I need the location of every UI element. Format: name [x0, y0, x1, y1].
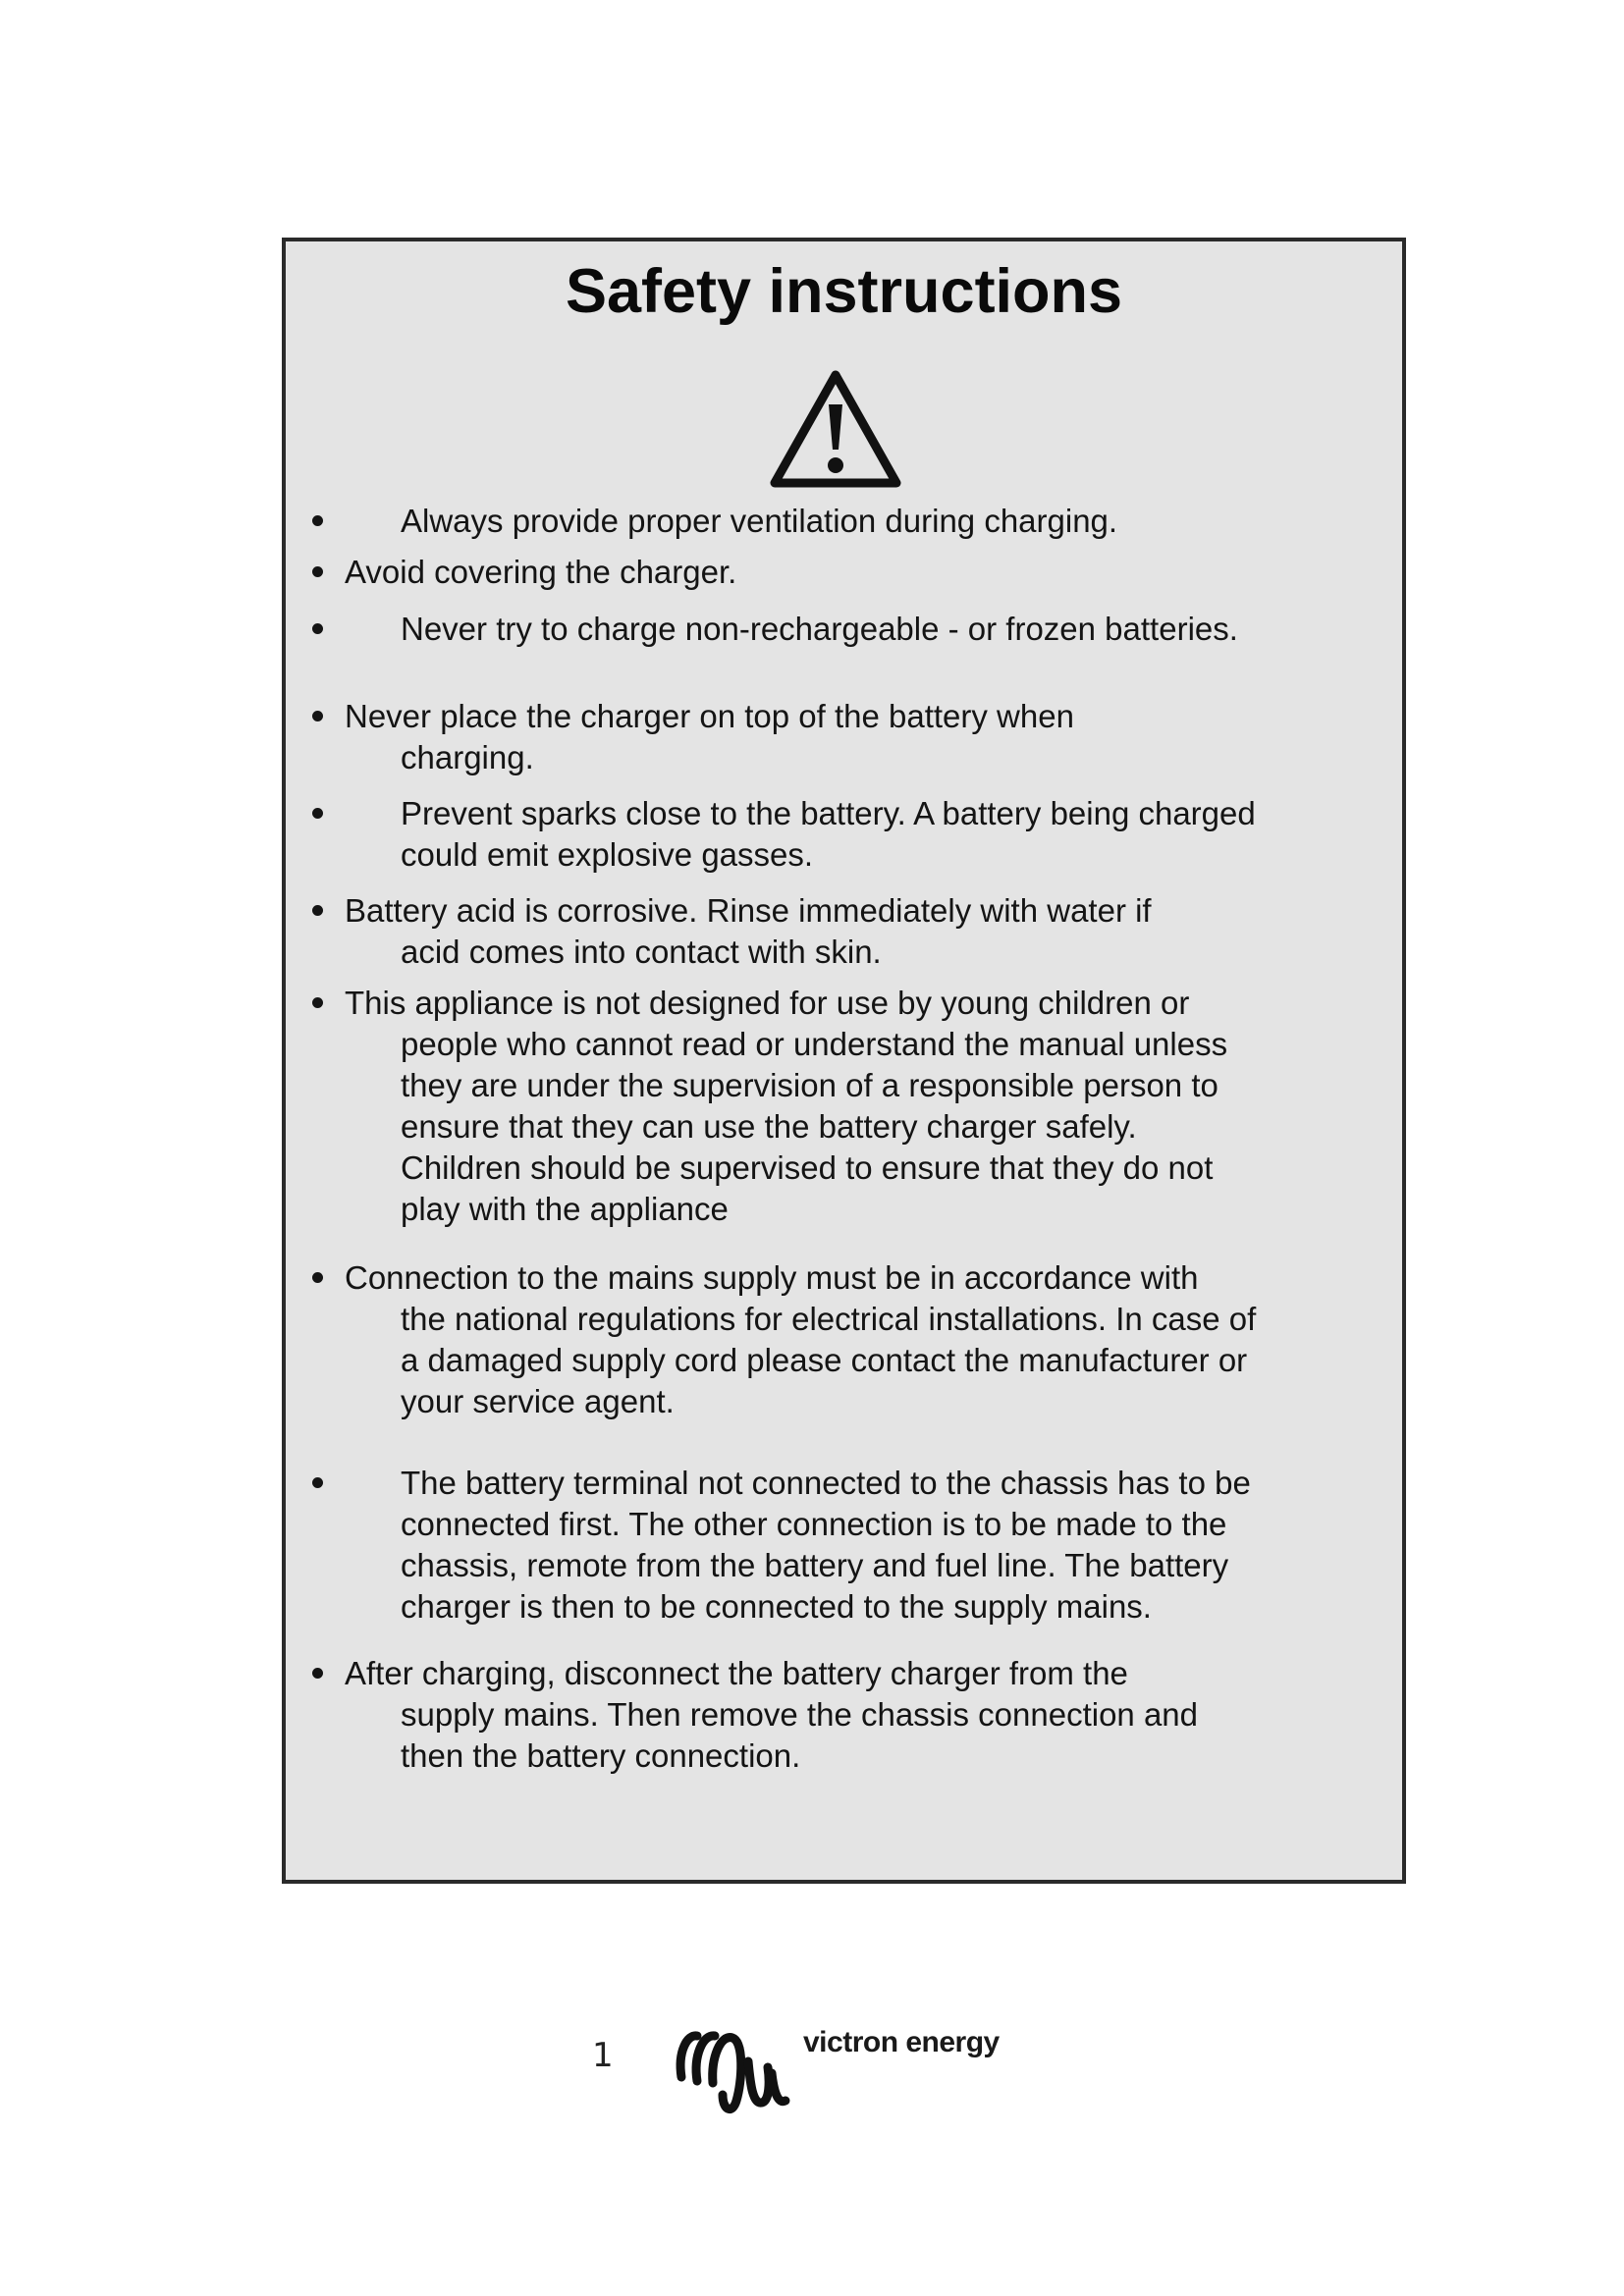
bullet-icon [312, 1272, 323, 1283]
bullet-icon [312, 905, 323, 916]
page-number: 1 [592, 2036, 614, 2075]
bullet-icon [312, 808, 323, 819]
victron-coil-logo-icon [668, 2022, 795, 2118]
bullet-icon [312, 711, 323, 721]
safety-list: Always provide proper ventilation during charging. Avoid covering the charger. Never try to charge non-rechargeable - or frozen batteries. Never place the charger on top of the battery when charging. Prevent sparks close to the battery. A battery being charged could emit explosive gasses. Battery acid is corrosive. Rinse immediately with water if acid comes into contact with skin. This appliance is not designed for use by young children or people who cannot read or understand the manual unless they are under the supervision of a responsible person to ensure that they can use the battery charger safely. Children should be supervised to ensure that they do not play with the appliance Connection to the mains supply must be in accordance with the national regulations for electrical installations. In case of a damaged supply cord please contact the manufacturer or your service agent. The battery terminal not connected to the chassis has to be connected first. The other connection is to be made to the chassis, remote from the battery and fuel line. The battery charger is then to be connected to the supply mains. After charging, disconnect the battery charger from the supply mains. Then remove the chassis connection and then the battery connection. [286, 241, 1402, 1880]
bullet-icon [312, 1668, 323, 1679]
bullet-icon [312, 566, 323, 577]
page-title: Safety instructions [565, 257, 1123, 326]
bullet-icon [312, 515, 323, 526]
bullet-icon [312, 1477, 323, 1488]
brand-wordmark: victron energy [803, 2026, 1000, 2058]
safety-panel [282, 238, 1406, 1884]
bullet-icon [312, 997, 323, 1008]
bullet-icon [312, 623, 323, 634]
